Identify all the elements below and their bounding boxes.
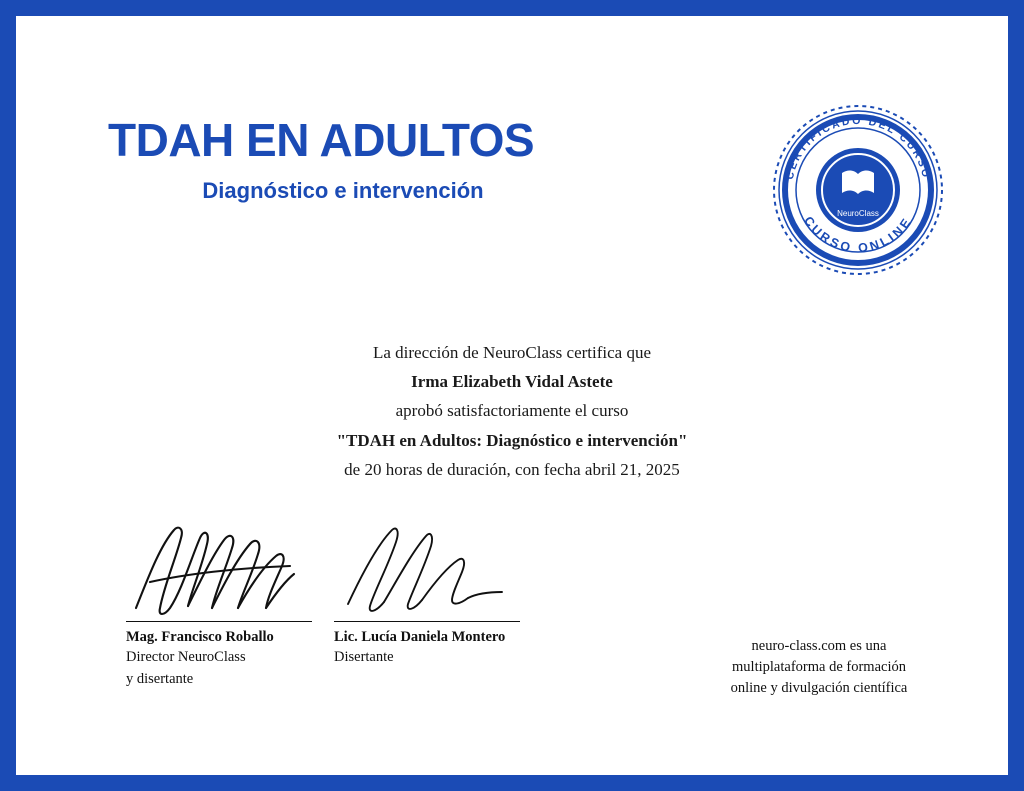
course-title: TDAH EN ADULTOS (108, 114, 535, 166)
platform-note-line-3: online y divulgación científica (730, 680, 908, 697)
signature-rule (334, 621, 520, 622)
certificate-body (16, 338, 1008, 484)
platform-note (704, 636, 934, 699)
course-name-line: "TDAH en Adultos: Diagnóstico e intervención" (336, 430, 688, 450)
handwritten-signature-icon (126, 516, 312, 621)
certificate-header (108, 116, 668, 204)
course-subtitle: Diagnóstico e intervención (202, 178, 484, 204)
course-seal-badge (768, 100, 948, 280)
handwritten-signature-icon (334, 516, 520, 621)
platform-note-line-2: multiplataforma de formación (732, 659, 906, 676)
seal-top-text: CERTIFICADO DEL CURSO (783, 114, 933, 181)
seal-brand-label: NeuroClass (837, 209, 879, 218)
signature-block-director (126, 516, 312, 689)
signature-name-speaker: Lic. Lucía Daniela Montero (334, 629, 506, 645)
signature-role-speaker-line1: Disertante (334, 649, 394, 665)
certificate-line-1: La dirección de NeuroClass certifica que (372, 343, 651, 362)
duration-and-date-line: de 20 horas de duración, con fecha abril 21, 2025 (344, 459, 680, 479)
signature-block-speaker (334, 516, 520, 668)
certificate-line-3: aprobó satisfactoriamente el curso (395, 401, 629, 421)
signature-name-director: Mag. Francisco Roballo (126, 629, 274, 645)
signature-rule (126, 621, 312, 622)
seal-bottom-text: CURSO ONLINE (801, 213, 915, 256)
signature-role-director-line2: y disertante (126, 670, 194, 687)
signature-role-director-line1: Director NeuroClass (126, 649, 246, 665)
platform-note-line-1: neuro-class.com es una (751, 638, 887, 654)
certificate-inner-frame (14, 14, 1010, 777)
recipient-name: Irma Elizabeth Vidal Astete (411, 372, 613, 392)
